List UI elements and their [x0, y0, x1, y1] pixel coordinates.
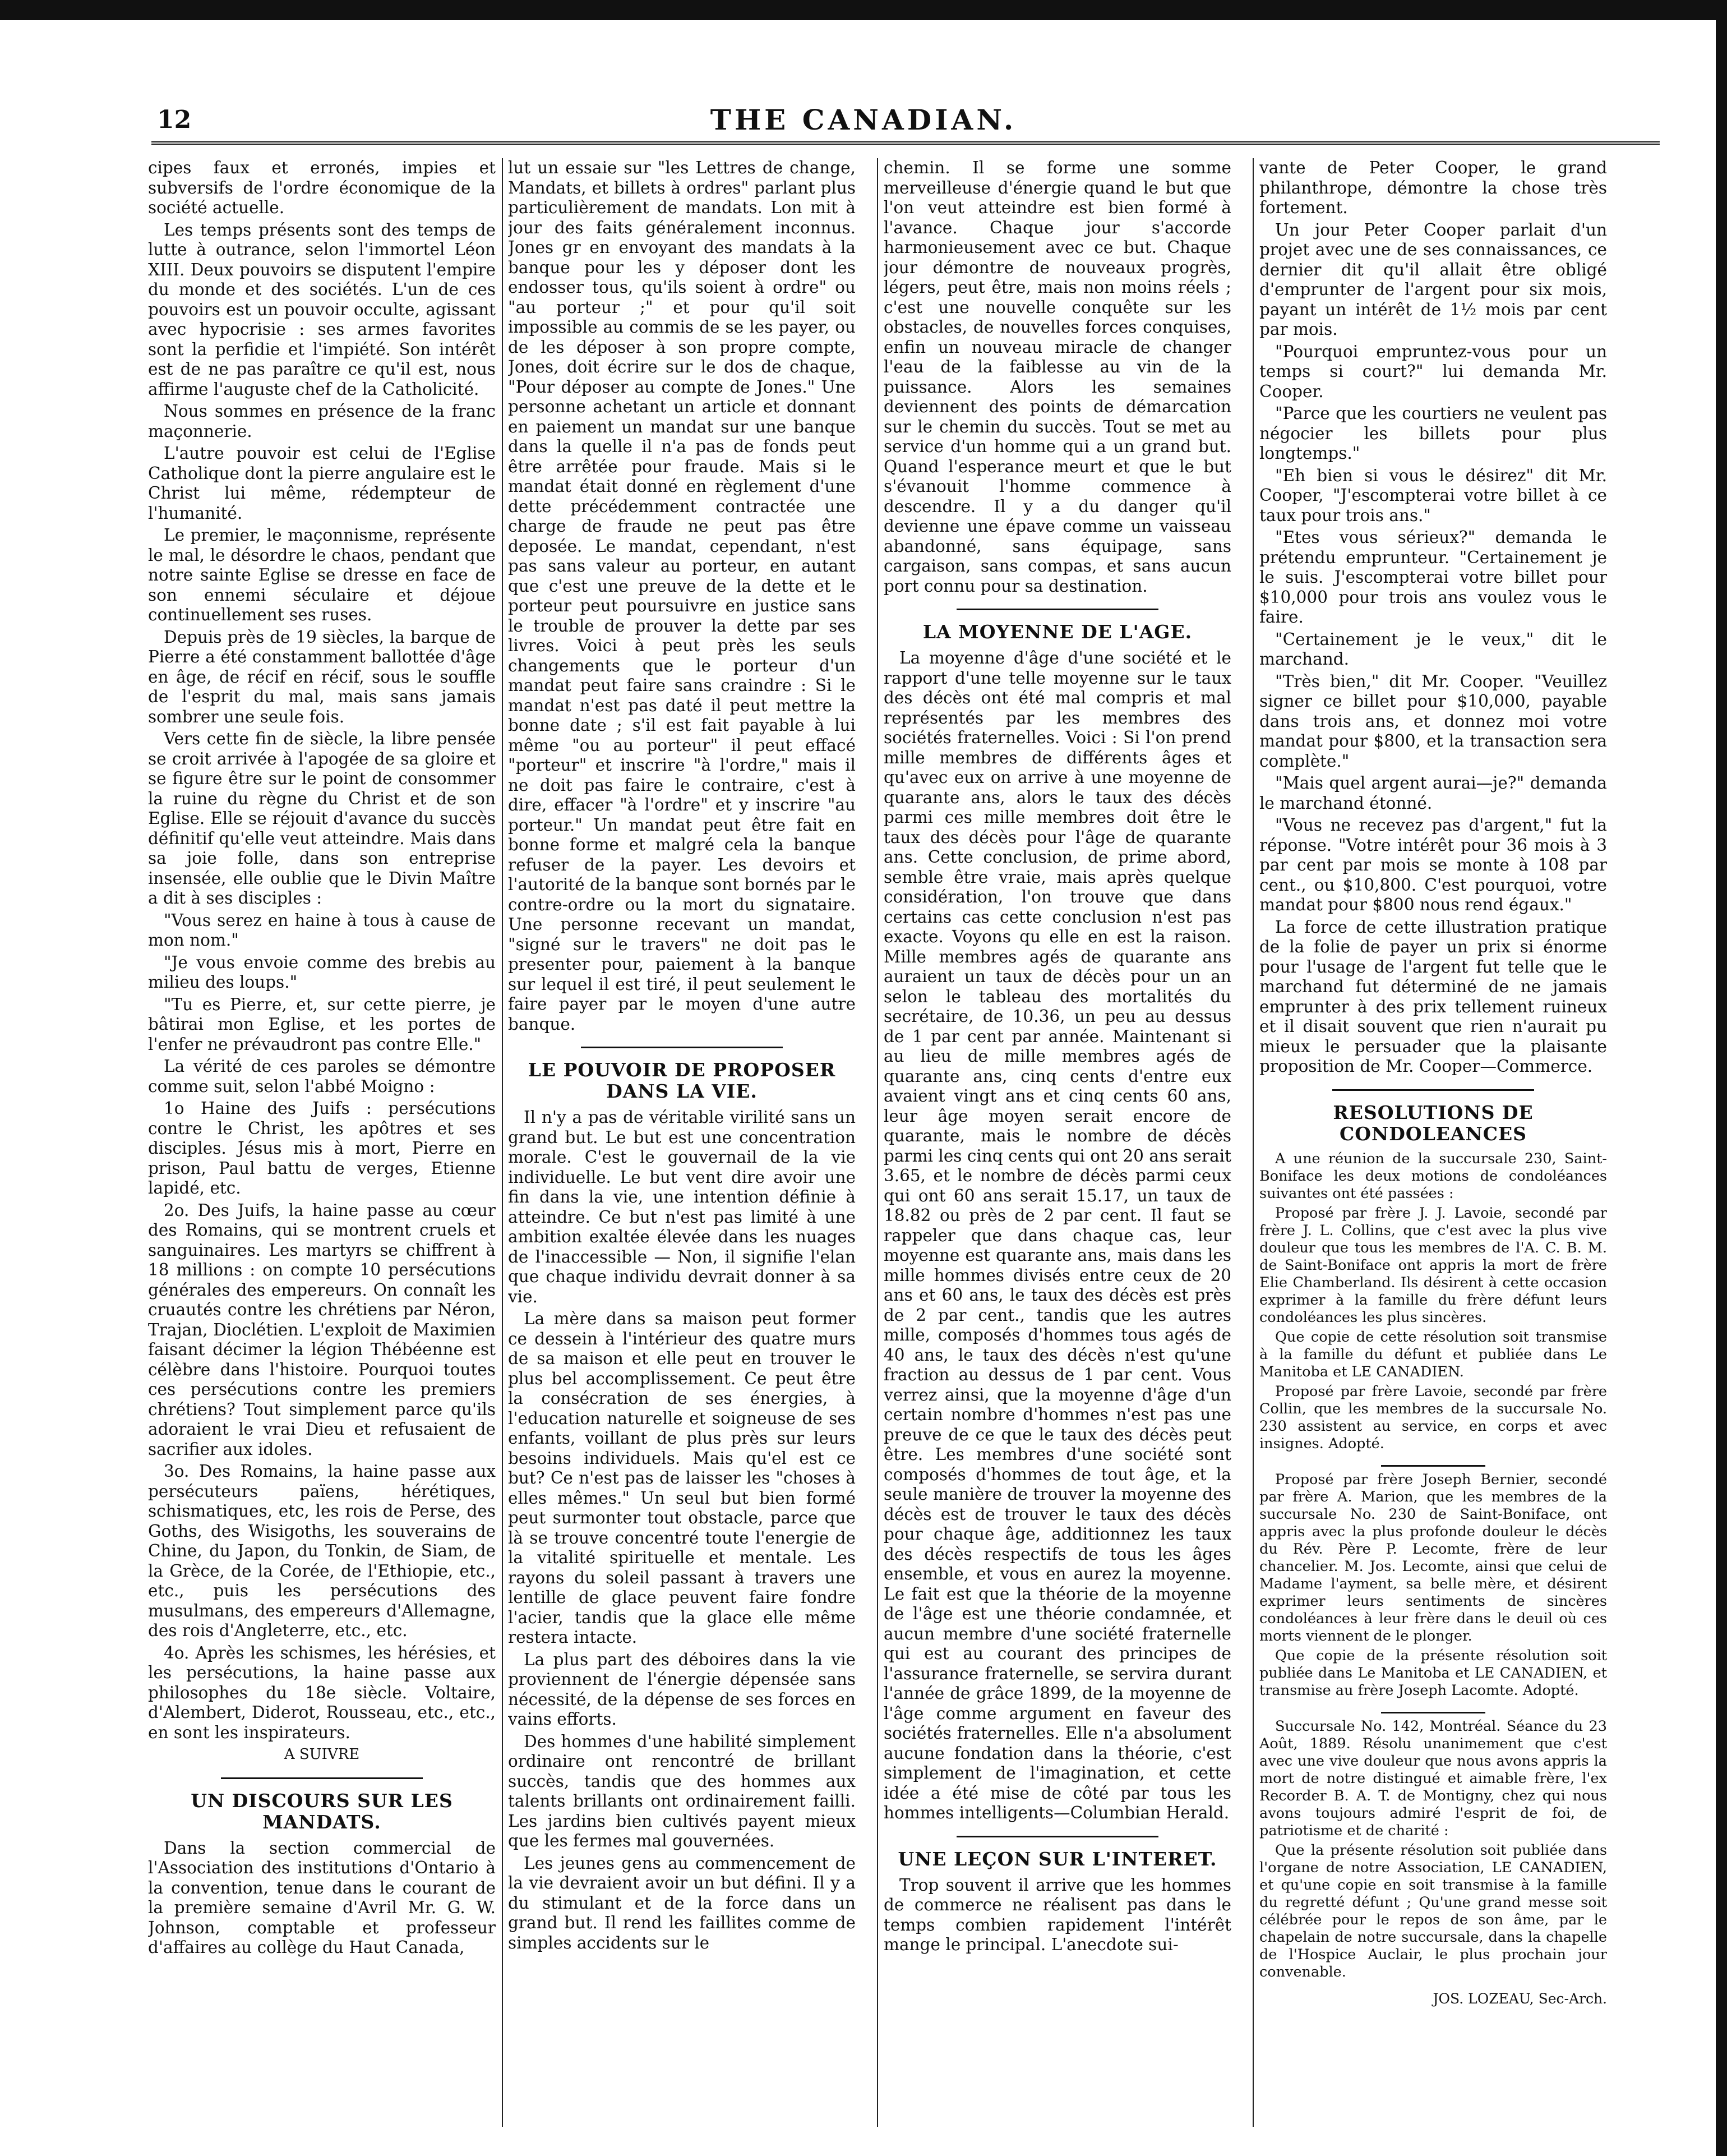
- article-paragraph: Des hommes d'une habilité simplement ordinaire ont rencontré de brillant succès, tandis que des hommes aux talents brillants ont ordinairement failli. Les jardins bien cultivés payent mieux que les fermes mal gouvernées.: [508, 1731, 856, 1850]
- column-divider: [877, 158, 878, 2127]
- article-paragraph: Nous sommes en présence de la franc maçonnerie.: [148, 402, 496, 441]
- article-paragraph: "Parce que les courtiers ne veulent pas négocier les billets pour plus longtemps.": [1259, 404, 1607, 463]
- resolution-paragraph: Proposé par frère Lavoie, secondé par frère Collin, que les membres de la succursale No. 230 assistent au service, en corps et avec insignes. Adopté.: [1259, 1383, 1607, 1452]
- resolution-paragraph: Proposé par frère Joseph Bernier, secondé par frère A. Marion, que les membres de la succursale No. 230 de Saint-Boniface, ont appris avec la plus profonde douleur le décès du Rév. Père P. Lecomte, frère de leur chancelier. M. Jos. Lecomte, ainsi que celui de Madame l'ayment, sa belle mère, et désirent exprimer leurs sentiments de sincères condoléances à leur frère dans le deuil où ces morts viennent de le plonger.: [1259, 1471, 1607, 1644]
- section-rule: [1332, 1089, 1534, 1091]
- article-paragraph: "Je vous envoie comme des brebis au milieu des loups.": [148, 952, 496, 992]
- article-paragraph: Les jeunes gens au commencement de la vie devraient avoir un but défini. Il y a du stimulant et de la force dans un grand but. Il rend les faillites comme de simples accidents sur le: [508, 1853, 856, 1952]
- scan-border-top: [0, 0, 1727, 20]
- article-paragraph: 4o. Après les schismes, les hérésies, et les persécutions, la haine passe aux philosophes du 18e siècle. Voltaire, d'Alembert, Diderot, Rousseau, etc., etc., en sont les inspirateurs.: [148, 1643, 496, 1742]
- column-divider: [502, 158, 503, 2127]
- article-paragraph: Un jour Peter Cooper parlait d'un projet avec une de ses connaissances, ce dernier dit qu'il allait être obligé d'emprunter de l'argent pour six mois, payant un intérêt de 1½ mois par cent par mois.: [1259, 220, 1607, 339]
- article-paragraph: Depuis près de 19 siècles, la barque de Pierre a été constamment ballottée d'âge en âge, de récif en récif, sous le souffle de l'esprit du mal, mais sans jamais sombrer une seule fois.: [148, 627, 496, 726]
- section-rule: [581, 1047, 783, 1048]
- article-paragraph: Trop souvent il arrive que les hommes de commerce ne réalisent pas dans le temps combien rapidement l'intérêt mange le principal. L'anecdote sui-: [884, 1875, 1231, 1954]
- section-rule: [1381, 1465, 1485, 1467]
- resolution-paragraph: Proposé par frère J. J. Lavoie, secondé par frère J. L. Collins, que c'est avec la plus vive douleur que tous les membres de l'A. C. B. M. de Saint-Boniface ont appris la mort de frère Elie Chamberland. Ils désirent à cette occasion exprimer à la famille du frère défunt leurs condoléances les plus sincères.: [1259, 1204, 1607, 1326]
- article-paragraph: vante de Peter Cooper, le grand philanthrope, démontre la chose très fortement.: [1259, 158, 1607, 217]
- article-paragraph: La moyenne d'âge d'une société et le rapport d'une telle moyenne sur le taux des décès ont été mal compris et mal représentés par les membres des sociétés fraternelles. Voici : Si l'on prend mille membres de différents âges et qu'avec eux on arrive à une moyenne de quarante ans, alors le taux des décès parmi ces mille membres doit être le taux des décès pour l'âge de quarante ans. Cette conclusion, de prime abord, semble être vraie, mais après quelque considération, l'on trouve que dans certains cas cette conclusion n'est pas exacte. Voyons qu elle en est la raison. Mille membres agés de quarante ans auraient un taux de décès pour un an selon le tableau des mortalités du secrétaire, de 10.36, un peu au dessus de 1 par cent par année. Maintenant si au lieu de mille membres agés de quarante ans, cinq cents d'entre eux avaient vingt ans et cinq cents 60 ans, leur âge moyen serait encore de quarante, mais le nombre de décès parmi les cinq cents qui ont 20 ans serait 3.65, et le nombre de décès parmi ceux qui ont 60 ans serait 15.17, un taux de 18.82 ou près de 2 par cent. Il faut se rappeler que dans chaque cas, leur moyenne est quarante ans, mais dans les mille hommes divisés entre ceux de 20 ans et 60 ans, le taux des décès est près de 2 par cent., tandis que les autres mille, composés d'hommes tous agés de 40 ans, le taux des décès n'est qu'une fraction au dessus de 1 par cent. Vous verrez ainsi, que la moyenne d'âge d'un certain nombre d'hommes n'est pas une preuve de ce que le taux des décès peut être. Les membres d'une société sont composés d'hommes de tout âge, et la seule manière de trouver la moyenne des décès est de trouver le taux des décès pour chaque âge, additionnez les taux des décès respectifs de tous les âges ensemble, et vous en aurez la moyenne. Le fait est que la théorie de la moyenne de l'âge est une théorie condamnée, et aucun membre d'une société fraternelle qui est au courant des principes de l'assurance fraternelle, se servira durant l'année de grâce 1899, de la moyenne de l'âge comme argument en faveur des sociétés fraternelles. Elle n'a absolument aucune fondation dans la théorie, c'est simplement de l'imagination, et cette idée a été mise de côté par tous les hommes intelligents—Columbian Herald.: [884, 648, 1231, 1822]
- resolution-paragraph: Que copie de la présente résolution soit publiée dans Le Manitoba et LE CANADIEN, et transmise au frère Joseph Lacomte. Adopté.: [1259, 1647, 1607, 1699]
- article-paragraph: "Vous serez en haine à tous à cause de mon nom.": [148, 910, 496, 950]
- column-2: [508, 158, 856, 2132]
- article-paragraph: "Tu es Pierre, et, sur cette pierre, je bâtirai mon Eglise, et les portes de l'enfer ne prévaudront pas contre Elle.": [148, 994, 496, 1054]
- article-paragraph: lut un essaie sur "les Lettres de change, Mandats, et billets à ordres" parlant plus particulièrement de mandats. Lon mit à jour des faits généralement inconnus. Jones gr en envoyant des mandats à la banque pour les y déposer dont les endosser tous, qu'ils soient à ordre" ou "au porteur ;" et pour qu'il soit impossible au commis de se les payer, ou de les déposer à son propre compte, Jones, doit écrire sur le dos de chaque, "Pour déposer au compte de Jones." Une personne achetant un article et donnant en paiement un mandat sur une banque dans la quelle il n'a pas de fonds peut être arrêtée pour fraude. Mais si le mandat était donné en règlement d'une dette précédemment contractée une charge de fraude ne peut pas être deposée. Le mandat, cependant, n'est pas sans valeur au porteur, en autant que c'est une preuve de la dette et le porteur peut poursuivre en justice sans le trouble de prouver la dette par ses livres. Voici à peut près les seuls changements que le porteur d'un mandat peut faire sans craindre : Si le mandat n'est pas daté il peut mettre la bonne date ; s'il est fait payable à lui même "ou au porteur" il peut effacé "porteur" et inscrire "à l'ordre," mais il ne doit pas faire le contraire, c'est à dire, effacer "à l'ordre" et y inscrire "au porteur." Un mandat peut être fait en bonne forme et malgré cela la banque refuser de la payer. Les devoirs et l'autorité de la banque sont bornés par le contre-ordre ou la mort du signataire. Une personne recevant un mandat, "signé sur le travers" ne doit pas le presenter pour, paiement à la banque sur lequel il est tiré, il peut seulement le faire payer par le moyen d'une autre banque.: [508, 158, 856, 1034]
- article-paragraph: La force de cette illustration pratique de la folie de payer un prix si énorme pour l'usage de l'argent fut telle que le marchand fut déterminé de ne jamais emprunter à des prix tellement ruineux et il disait souvent que rien n'aurait pu mieux le persuader que la plaisante proposition de Mr. Cooper—Commerce.: [1259, 917, 1607, 1076]
- article-paragraph: La mère dans sa maison peut former ce dessein à l'intérieur des quatre murs de sa maison et elle peut en trouver le plus bel accomplissement. Ce peut être la consécration de ses énergies, à l'education naturelle et soigneuse de ses enfants, voillant de plus près sur leurs besoins individuels. Mais qu'el est ce but? Ce n'est pas de laisser les "choses à elles mêmes." Un seul but bien formé peut surmonter tout obstacle, parce que là se trouve concentré toute l'energie de la vitalité spirituelle et mentale. Les rayons du soleil passant à travers une lentille de glace peuvent faire fondre l'acier, tandis que la glace elle même restera intacte.: [508, 1309, 856, 1647]
- masthead: [151, 95, 1576, 146]
- resolution-paragraph: Que copie de cette résolution soit transmise à la famille du défunt et publiée dans Le Manitoba et LE CANADIEN.: [1259, 1328, 1607, 1380]
- article-paragraph: 3o. Des Romains, la haine passe aux persécuteurs païens, hérétiques, schismatiques, etc, les rois de Perse, des Goths, des Wisigoths, les souverains de Chine, du Japon, du Tonkin, de Siam, de la Grèce, de la Corée, de l'Ethiopie, etc., etc., puis les persécutions des musulmans, des empereurs d'Allemagne, des rois d'Angleterre, etc., etc.: [148, 1462, 496, 1640]
- to-be-continued: A SUIVRE: [284, 1746, 360, 1763]
- article-heading: LE POUVOIR DE PROPOSER DANS LA VIE.: [528, 1059, 836, 1102]
- section-rule: [1381, 1712, 1485, 1713]
- article-paragraph: La vérité de ces paroles se démontre comme suit, selon l'abbé Moigno :: [148, 1057, 496, 1096]
- article-paragraph: 2o. Des Juifs, la haine passe au cœur des Romains, qui se montrent cruels et sanguinaires. Les martyrs se chiffrent à 18 millions : on compte 10 persécutions générales des empereurs. On connaît les cruautés contre les chrétiens par Néron, Trajan, Dioclétien. L'exploit de Maximien faisant décimer la légion Thébéenne est célèbre dans l'histoire. Pourquoi toutes ces persécutions contre les premiers chrétiens? Tout simplement parce qu'ils adoraient le vrai Dieu et refusaient de sacrifier aux idoles.: [148, 1200, 496, 1459]
- article-paragraph: chemin. Il se forme une somme merveilleuse d'énergie quand le but que l'on veut atteindre est bien formé à l'avance. Chaque jour s'accorde harmonieusement avec ce but. Chaque jour démontre de nouveaux progrès, légers, peut être, mais non moins réels ; c'est une nouvelle conquête sur les obstacles, de nouvelles forces conquises, enfin un nouveau miracle de changer l'eau de la faiblesse au vin de la puissance. Alors les semaines deviennent des points de démarcation sur le chemin du succès. Tout se met au service d'un homme qui a un grand but. Quand l'esperance meurt et que le but s'évanouit l'homme commence à descendre. Il y a du danger qu'il devienne une épave comme un vaisseau abandonné, sans équipage, sans cargaison, sans compas, et sans aucun port connu pour sa destination.: [884, 158, 1231, 596]
- resolution-paragraph: Que la présente résolution soit publiée dans l'organe de notre Association, LE CANADIEN, et qu'une copie en soit transmise à la famille du regretté défunt ; Qu'une grand messe soit célébrée pour le repos de son âme, par le chapelain de notre succursale, dans la chapelle de l'Hospice Auclair, le plus prochain jour convenable.: [1259, 1841, 1607, 1980]
- article-paragraph: "Mais quel argent aurai—je?" demanda le marchand étonné.: [1259, 773, 1607, 813]
- column-4: [1259, 158, 1607, 2132]
- article-paragraph: Vers cette fin de siècle, la libre pensée se croit arrivée à l'apogée de sa gloire et se figure être sur le point de consommer la ruine du règne du Christ et de son Eglise. Elle se réjouit d'avance du succès définitif qu'elle veut atteindre. Mais dans sa joie folle, dans son entreprise insensée, elle oublie que le Divin Maître a dit à ses disciples :: [148, 729, 496, 907]
- article-paragraph: Les temps présents sont des temps de lutte à outrance, selon l'immortel Léon XIII. Deux pouvoirs se disputent l'empire du monde et des sociétés. L'un de ces pouvoirs est un pouvoir occulte, agissant avec hypocrisie : ses armes favorites sont la perfidie et l'impiété. Son intérêt est de ne pas paraître ce qu'il est, nous affirme l'auguste chef de la Catholicité.: [148, 220, 496, 399]
- article-paragraph: "Très bien," dit Mr. Cooper. "Veuillez signer ce billet pour $10,000, payable dans trois ans, et donnez moi votre mandat pour $800, et la transaction sera complète.": [1259, 671, 1607, 771]
- article-heading: RESOLUTIONS DE CONDOLEANCES: [1333, 1101, 1534, 1145]
- article-paragraph: "Etes vous sérieux?" demanda le prétendu emprunteur. "Certainement je le suis. J'escompterai votre billet pour $10,000 pour trois ans voulez vous le faire.: [1259, 528, 1607, 626]
- column-3: [884, 158, 1231, 2132]
- masthead-rule: [151, 141, 1660, 147]
- section-rule: [957, 609, 1158, 610]
- article-heading: LA MOYENNE DE L'AGE.: [922, 621, 1193, 643]
- article-paragraph: cipes faux et erronés, impies et subversifs de l'ordre économique de la société actuelle.: [148, 158, 496, 217]
- section-rule: [221, 1777, 423, 1779]
- article-paragraph: Il n'y a pas de véritable virilité sans un grand but. Le but est une concentration morale. C'est le gouvernail de la vie individuelle. Le but vent dire avoir une fin dans la vie, une intention définie à atteindre. Ce but n'est pas limité à une ambition exaltée élevée dans les nuages de l'inaccessible — Non, il signifie l'elan que chaque individu devrait donner à sa vie.: [508, 1108, 856, 1306]
- article-paragraph: "Eh bien si vous le désirez" dit Mr. Cooper, "J'escompterai votre billet à ce taux pour trois ans.": [1259, 466, 1607, 525]
- page-number: 12: [157, 105, 192, 134]
- article-paragraph: Dans la section commercial de l'Association des institutions d'Ontario à la convention, tenue dans le courant de la première semaine d'Avril Mr. G. W. Johnson, comptable et professeur d'affaires au collège du Haut Canada,: [148, 1838, 496, 1957]
- article-heading: UN DISCOURS SUR LES MANDATS.: [191, 1789, 453, 1833]
- article-paragraph: Le premier, le maçonnisme, représente le mal, le désordre le chaos, pendant que notre sainte Eglise se dresse en face de son ennemi séculaire et déjoue continuellement ses ruses.: [148, 526, 496, 624]
- column-1: [148, 158, 496, 2132]
- article-paragraph: "Certainement je le veux," dit le marchand.: [1259, 629, 1607, 669]
- article-paragraph: La plus part des déboires dans la vie proviennent de l'énergie dépensée sans nécessité, de la dépense de ses forces en vains efforts.: [508, 1650, 856, 1729]
- resolution-paragraph: A une réunion de la succursale 230, Saint-Boniface les deux motions de condoléances suivantes ont été passées :: [1259, 1150, 1607, 1202]
- article-paragraph: "Pourquoi empruntez-vous pour un temps si court?" lui demanda Mr. Cooper.: [1259, 342, 1607, 401]
- article-paragraph: "Vous ne recevez pas d'argent," fut la réponse. "Votre intérêt pour 36 mois à 3 par cent par mois se monte à 108 par cent., ou $10,800. C'est pourquoi, votre mandat pour $800 nous rend égaux.": [1259, 816, 1607, 914]
- section-rule: [957, 1836, 1158, 1837]
- article-paragraph: L'autre pouvoir est celui de l'Eglise Catholique dont la pierre angulaire est le Christ lui même, rédempteur de l'humanité.: [148, 444, 496, 523]
- article-heading: UNE LEÇON SUR L'INTERET.: [898, 1848, 1217, 1870]
- resolution-paragraph: Succursale No. 142, Montréal. Séance du 23 Août, 1889. Résolu unanimement que c'est avec une vive douleur que nous avons appris la mort de notre distingué et aimable frère, l'ex Recorder B. A. T. de Montigny, chez qui nous avons toujours admiré l'esprit de foi, de patriotisme et de charité :: [1259, 1717, 1607, 1839]
- column-divider: [1253, 158, 1254, 2127]
- scan-border-right: [1716, 0, 1727, 2156]
- journal-title: THE CANADIAN.: [710, 103, 1017, 136]
- signature: JOS. LOZEAU, Sec-Arch.: [1433, 1990, 1607, 2007]
- article-paragraph: 1o Haine des Juifs : persécutions contre le Christ, les apôtres et ses disciples. Jésus mis à mort, Pierre en prison, Paul battu de verges, Etienne lapidé, etc.: [148, 1099, 496, 1197]
